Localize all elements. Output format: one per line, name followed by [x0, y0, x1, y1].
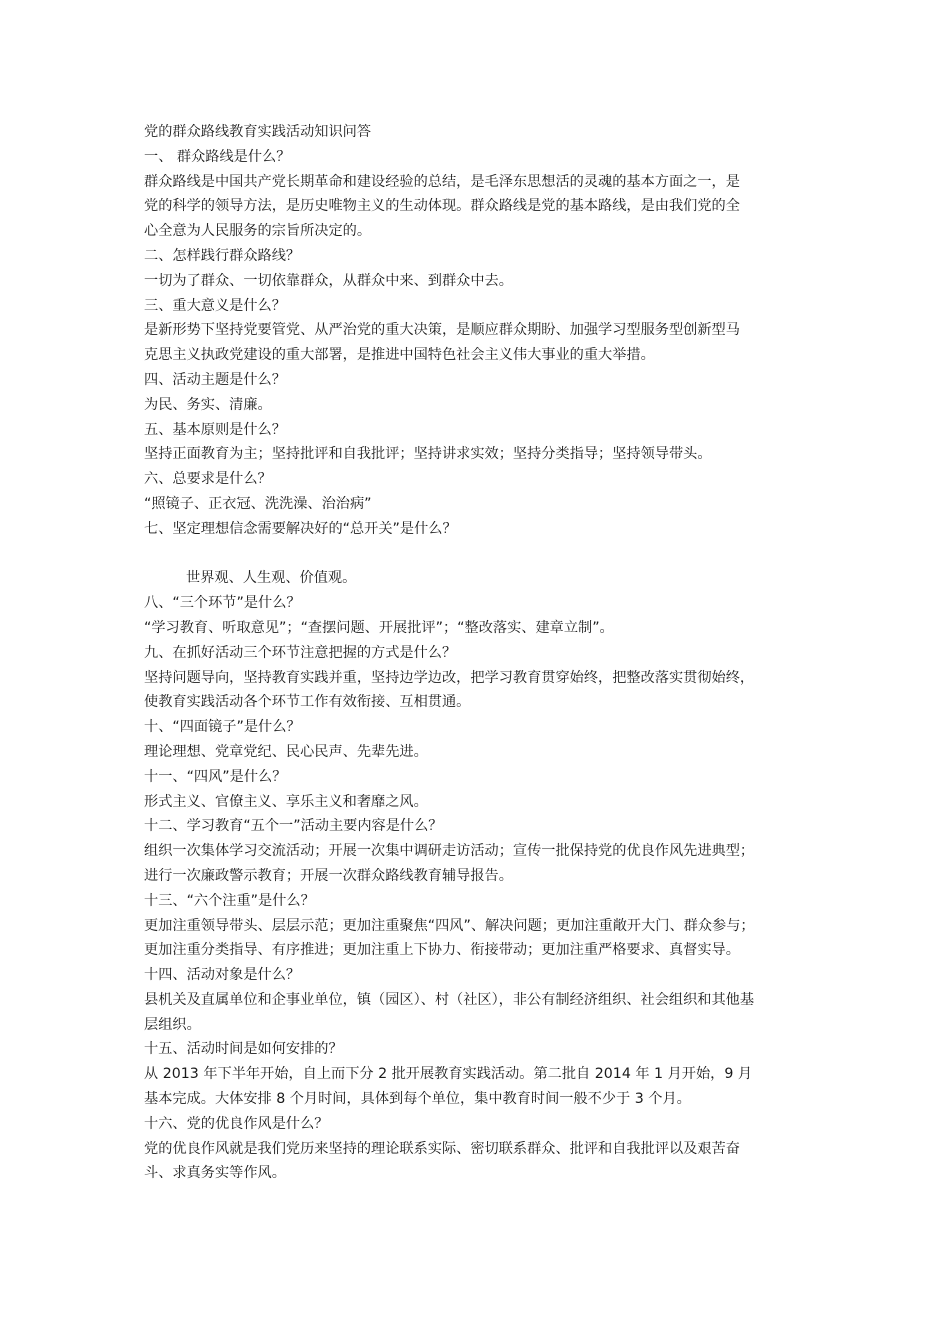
- document-title: 党的群众路线教育实践活动知识问答: [144, 124, 372, 140]
- answer-13-line-2: 更加注重分类指导、有序推进；更加注重上下协力、衔接带动；更加注重严格要求、真督实导。: [144, 942, 740, 959]
- answer-7-line-1: 世界观、人生观、价值观。: [186, 570, 357, 587]
- question-9: 九、在抓好活动三个环节注意把握的方式是什么？: [144, 644, 457, 661]
- answer-5-line-1: 坚持正面教育为主；坚持批评和自我批评；坚持讲求实效；坚持分类指导；坚持领导带头。: [144, 446, 712, 463]
- answer-9-line-2: 使教育实践活动各个环节工作有效衔接、互相贯通。: [144, 694, 471, 711]
- question-6: 六、总要求是什么？: [144, 471, 272, 488]
- answer-13-line-1: 更加注重领导带头、层层示范；更加注重聚焦“四风”、解决问题；更加注重敞开大门、群众参与；: [144, 917, 755, 934]
- answer-6-line-1: “照镜子、正衣冠、洗洗澡、治治病”: [144, 495, 372, 512]
- answer-12-line-2: 进行一次廉政警示教育；开展一次群众路线教育辅导报告。: [144, 867, 513, 884]
- question-13: 十三、“六个注重”是什么？: [144, 892, 315, 909]
- question-7: 七、坚定理想信念需要解决好的“总开关”是什么？: [144, 520, 457, 537]
- answer-14-line-2: 层组织。: [144, 1016, 201, 1033]
- answer-15-line-1: 从 2013 年下半年开始，自上而下分 2 批开展教育实践活动。第二批自 2014 年 1 月开始，9 月: [144, 1066, 753, 1083]
- question-2: 二、怎样践行群众路线？: [144, 247, 301, 264]
- answer-10-line-1: 理论理想、党章党纪、民心民声、先辈先进。: [144, 743, 428, 760]
- question-5: 五、基本原则是什么？: [144, 421, 286, 438]
- question-16: 十六、党的优良作风是什么？: [144, 1115, 329, 1132]
- blank-line: [144, 542, 816, 567]
- question-4: 四、活动主题是什么？: [144, 371, 286, 388]
- answer-8-line-1: “学习教育、听取意见”；“查摆问题、开展批评”；“整改落实、建章立制”。: [144, 619, 614, 636]
- answer-15-line-2: 基本完成。大体安排 8 个月时间，具体到每个单位，集中教育时间一般不少于 3 个月。: [144, 1091, 691, 1108]
- answer-4-line-1: 为民、务实、清廉。: [144, 396, 272, 413]
- question-10: 十、“四面镜子”是什么？: [144, 719, 301, 736]
- answer-16-line-2: 斗、求真务实等作风。: [144, 1165, 286, 1182]
- answer-14-line-1: 县机关及直属单位和企事业单位，镇（园区）、村（社区），非公有制经济组织、社会组织和其他基: [144, 991, 755, 1008]
- question-11: 十一、“四风”是什么？: [144, 768, 287, 785]
- answer-16-line-1: 党的优良作风就是我们党历来坚持的理论联系实际、密切联系群众、批评和自我批评以及艰苦奋: [144, 1140, 740, 1157]
- question-3: 三、重大意义是什么？: [144, 297, 286, 314]
- answer-1-line-2: 党的科学的领导方法，是历史唯物主义的生动体现。群众路线是党的基本路线，是由我们党的全: [144, 198, 740, 215]
- question-15: 十五、活动时间是如何安排的？: [144, 1041, 343, 1058]
- answer-11-line-1: 形式主义、官僚主义、享乐主义和奢靡之风。: [144, 793, 428, 810]
- answer-3-line-2: 克思主义执政党建设的重大部署，是推进中国特色社会主义伟大事业的重大举措。: [144, 347, 655, 364]
- answer-9-line-1: 坚持问题导向，坚持教育实践并重，坚持边学边改，把学习教育贯穿始终，把整改落实贯彻始终，: [144, 669, 755, 686]
- question-1: 一、 群众路线是什么？: [144, 148, 291, 165]
- question-14: 十四、活动对象是什么？: [144, 967, 301, 984]
- answer-3-line-1: 是新形势下坚持党要管党、从严治党的重大决策，是顺应群众期盼、加强学习型服务型创新型马: [144, 322, 740, 339]
- answer-1-line-3: 心全意为人民服务的宗旨所决定的。: [144, 223, 372, 240]
- answer-2-line-1: 一切为了群众、一切依靠群众，从群众中来、到群众中去。: [144, 272, 513, 289]
- question-12: 十二、学习教育“五个一”活动主要内容是什么？: [144, 818, 443, 835]
- document-body: [144, 120, 816, 1186]
- answer-12-line-1: 组织一次集体学习交流活动；开展一次集中调研走访活动；宣传一批保持党的优良作风先进典型；: [144, 843, 755, 860]
- answer-1-line-1: 群众路线是中国共产党长期革命和建设经验的总结，是毛泽东思想活的灵魂的基本方面之一，是: [144, 173, 740, 190]
- question-8: 八、“三个环节”是什么？: [144, 595, 301, 612]
